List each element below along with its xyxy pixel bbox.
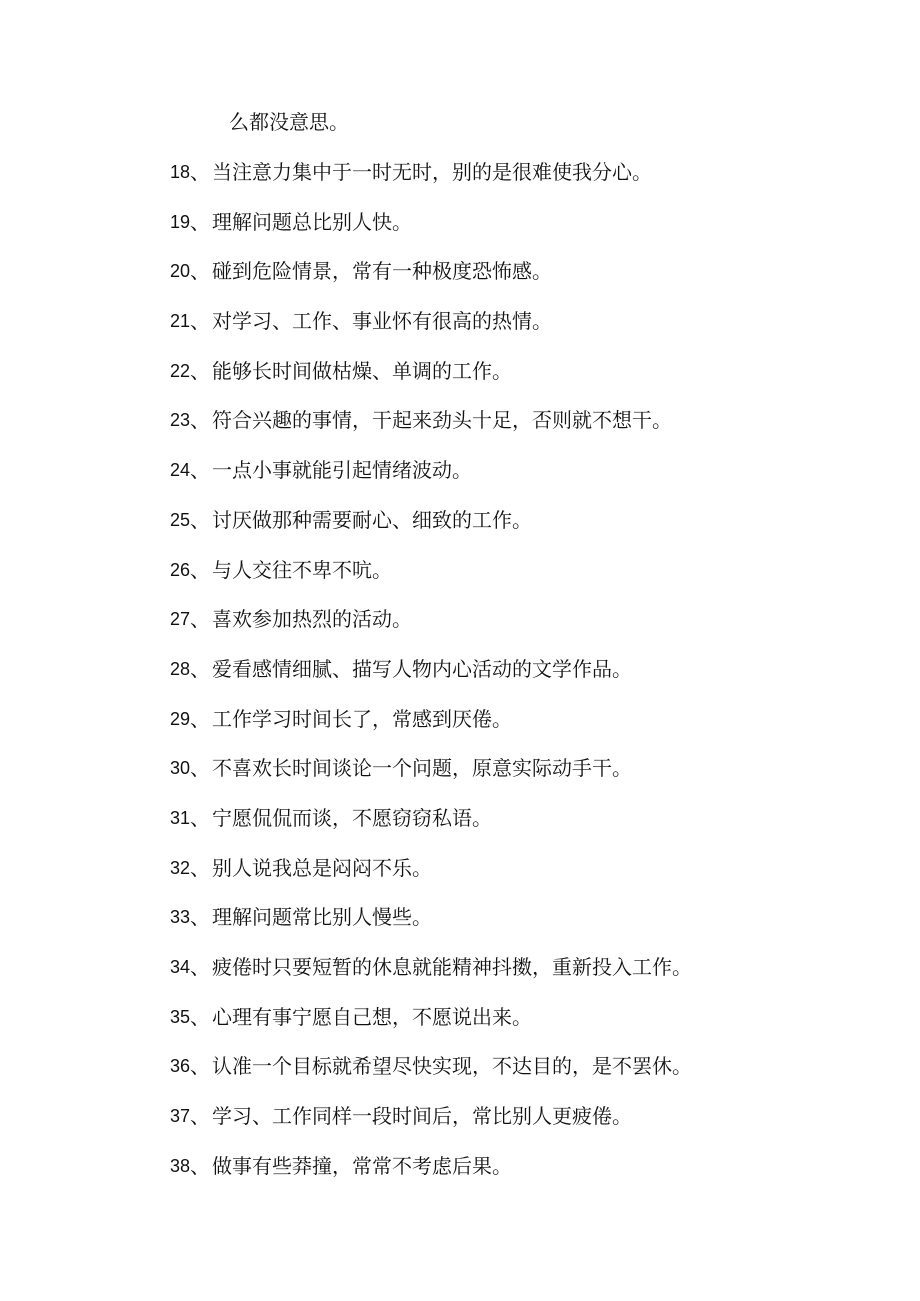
item-separator: 、 <box>190 1054 211 1079</box>
item-separator: 、 <box>190 855 211 880</box>
item-text: 工作学习时间长了，常感到厌倦。 <box>212 706 513 731</box>
list-item <box>170 1102 692 1152</box>
item-separator: 、 <box>190 209 211 234</box>
item-text: 认准一个目标就希望尽快实现，不达目的，是不罢休。 <box>212 1054 693 1079</box>
list-item <box>170 1052 692 1102</box>
item-text: 疲倦时只要短暂的休息就能精神抖擞，重新投入工作。 <box>212 955 693 979</box>
item-number: 35 <box>170 1006 191 1027</box>
item-text: 一点小事就能引起情绪波动。 <box>212 458 473 483</box>
list-item <box>170 903 692 953</box>
list-item <box>170 307 692 357</box>
item-text: 喜欢参加热烈的活动。 <box>212 607 413 632</box>
list-item <box>170 854 692 904</box>
item-separator: 、 <box>190 458 211 483</box>
item-text: 宁愿侃侃而谈，不愿窃窃私语。 <box>212 805 493 830</box>
item-text: 不喜欢长时间谈论一个问题，原意实际动手干。 <box>212 756 633 781</box>
item-number: 25 <box>170 509 191 530</box>
list-item <box>170 158 692 208</box>
item-number: 29 <box>170 708 191 729</box>
item-separator: 、 <box>190 905 211 930</box>
item-number: 27 <box>170 609 191 630</box>
item-number: 31 <box>170 807 191 828</box>
item-number: 36 <box>170 1056 191 1077</box>
item-text: 当注意力集中于一时无时，别的是很难使我分心。 <box>212 160 653 184</box>
item-text: 对学习、工作、事业怀有很高的热情。 <box>212 309 553 334</box>
list-item <box>170 1003 692 1053</box>
item-separator: 、 <box>190 706 211 731</box>
item-text: 学习、工作同样一段时间后，常比别人更疲倦。 <box>212 1104 633 1129</box>
item-separator: 、 <box>190 656 211 681</box>
item-separator: 、 <box>190 358 211 383</box>
list-item <box>170 556 692 606</box>
item-number: 38 <box>170 1155 191 1176</box>
item-separator: 、 <box>190 805 211 830</box>
item-number: 26 <box>170 559 191 580</box>
item-number: 28 <box>170 658 191 679</box>
list-item <box>170 406 692 456</box>
item-number: 33 <box>170 907 191 928</box>
item-number: 21 <box>170 311 191 332</box>
item-separator: 、 <box>190 507 211 532</box>
item-separator: 、 <box>190 1104 211 1129</box>
item-separator: 、 <box>190 557 211 582</box>
item-number: 20 <box>170 261 191 282</box>
list-item <box>170 705 692 755</box>
item-separator: 、 <box>190 1153 211 1178</box>
list-item <box>170 357 692 407</box>
item-text: 爱看感情细腻、描写人物内心活动的文学作品。 <box>212 656 633 681</box>
item-separator: 、 <box>190 160 211 184</box>
list-item <box>170 456 692 506</box>
item-number: 24 <box>170 460 191 481</box>
item-text: 碰到危险情景，常有一种极度恐怖感。 <box>212 259 553 284</box>
item-separator: 、 <box>190 259 211 284</box>
item-number: 19 <box>170 211 191 232</box>
item-number: 32 <box>170 857 191 878</box>
item-text: 别人说我总是闷闷不乐。 <box>212 855 433 880</box>
item-number: 18 <box>170 162 191 182</box>
item-number: 23 <box>170 410 191 431</box>
list-item <box>170 754 692 804</box>
item-number: 34 <box>170 957 191 977</box>
list-item <box>170 208 692 258</box>
item-text: 理解问题总比别人快。 <box>212 209 413 234</box>
item-number: 37 <box>170 1106 191 1127</box>
list-item <box>170 804 692 854</box>
item-separator: 、 <box>190 1004 211 1029</box>
item-text: 与人交往不卑不吭。 <box>212 557 393 582</box>
list-item <box>170 257 692 307</box>
item-separator: 、 <box>190 955 211 979</box>
item-number: 30 <box>170 758 191 779</box>
item-separator: 、 <box>190 408 211 433</box>
item-text: 符合兴趣的事情，干起来劲头十足，否则就不想干。 <box>212 408 673 433</box>
item-text: 理解问题常比别人慢些。 <box>212 905 433 930</box>
questionnaire-list <box>170 158 692 1201</box>
list-item <box>170 605 692 655</box>
item-text: 能够长时间做枯燥、单调的工作。 <box>212 358 513 383</box>
item-separator: 、 <box>190 607 211 632</box>
list-item <box>170 1152 692 1202</box>
item-number: 22 <box>170 360 191 381</box>
list-item <box>170 506 692 556</box>
item-text: 心理有事宁愿自己想，不愿说出来。 <box>212 1004 533 1029</box>
list-item <box>170 953 692 1003</box>
item-separator: 、 <box>190 309 211 334</box>
item-text: 做事有些莽撞，常常不考虑后果。 <box>212 1153 513 1178</box>
list-item <box>170 655 692 705</box>
continuation-text: 么都没意思。 <box>229 110 349 134</box>
item-text: 讨厌做那种需要耐心、细致的工作。 <box>212 507 533 532</box>
item-separator: 、 <box>190 756 211 781</box>
